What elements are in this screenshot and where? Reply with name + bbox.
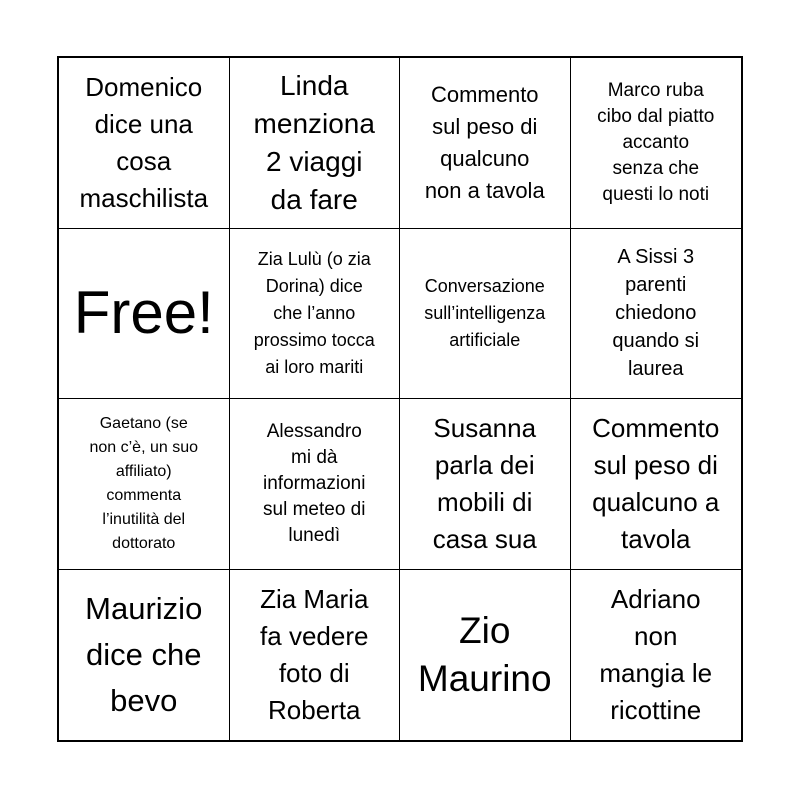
bingo-cell[interactable] [400,399,571,570]
bingo-cell[interactable] [230,570,401,741]
bingo-cell-text: Gaetano (se non c’è, un suo affiliato) commenta l’inutilità del dottorato [89,414,199,552]
bingo-cell-text: Conversazione sull’intelligenza artificiale [424,275,546,350]
bingo-cell[interactable] [400,570,571,741]
bingo-cell[interactable] [59,399,230,570]
bingo-cell-text: Commento sul peso di qualcuno a tavola [592,412,720,554]
bingo-cell-text: Susanna parla dei mobili di casa sua [432,412,537,554]
bingo-cell[interactable] [400,229,571,400]
bingo-cell[interactable] [571,229,742,400]
bingo-cell-text: A Sissi 3 parenti chiedono quando si laurea [612,246,700,381]
bingo-cell-text: Marco ruba cibo dal piatto accanto senza che questi lo noti [597,79,715,205]
bingo-cell-text: Alessandro mi dà informazioni sul meteo di lunedì [263,420,366,546]
bingo-cell-text: Zia Maria fa vedere foto di Roberta [260,583,369,725]
bingo-cell[interactable] [571,399,742,570]
bingo-free-cell[interactable] [59,229,230,400]
bingo-cell-text: Domenico dice una cosa maschilista [79,71,209,213]
bingo-cell-text: Zia Lulù (o zia Dorina) dice che l’anno prossimo tocca ai loro mariti [253,248,375,377]
bingo-cell[interactable] [230,58,401,229]
bingo-cell[interactable] [230,399,401,570]
bingo-cell[interactable] [571,58,742,229]
bingo-cell-text: Maurizio dice che bevo [85,590,203,718]
bingo-cell-text: Linda menziona 2 viaggi da fare [253,69,375,215]
bingo-cell[interactable] [230,229,401,400]
bingo-cell-text: Free! [73,279,214,347]
bingo-cell-text: Adriano non mangia le ricottine [599,583,713,725]
bingo-cell[interactable] [59,570,230,741]
bingo-cell-text: Zio Maurino [417,609,552,699]
bingo-cell[interactable] [571,570,742,741]
bingo-cell-text: Commento sul peso di qualcuno non a tavola [424,81,545,203]
bingo-cell[interactable] [59,58,230,229]
bingo-board [57,56,743,742]
bingo-cell[interactable] [400,58,571,229]
